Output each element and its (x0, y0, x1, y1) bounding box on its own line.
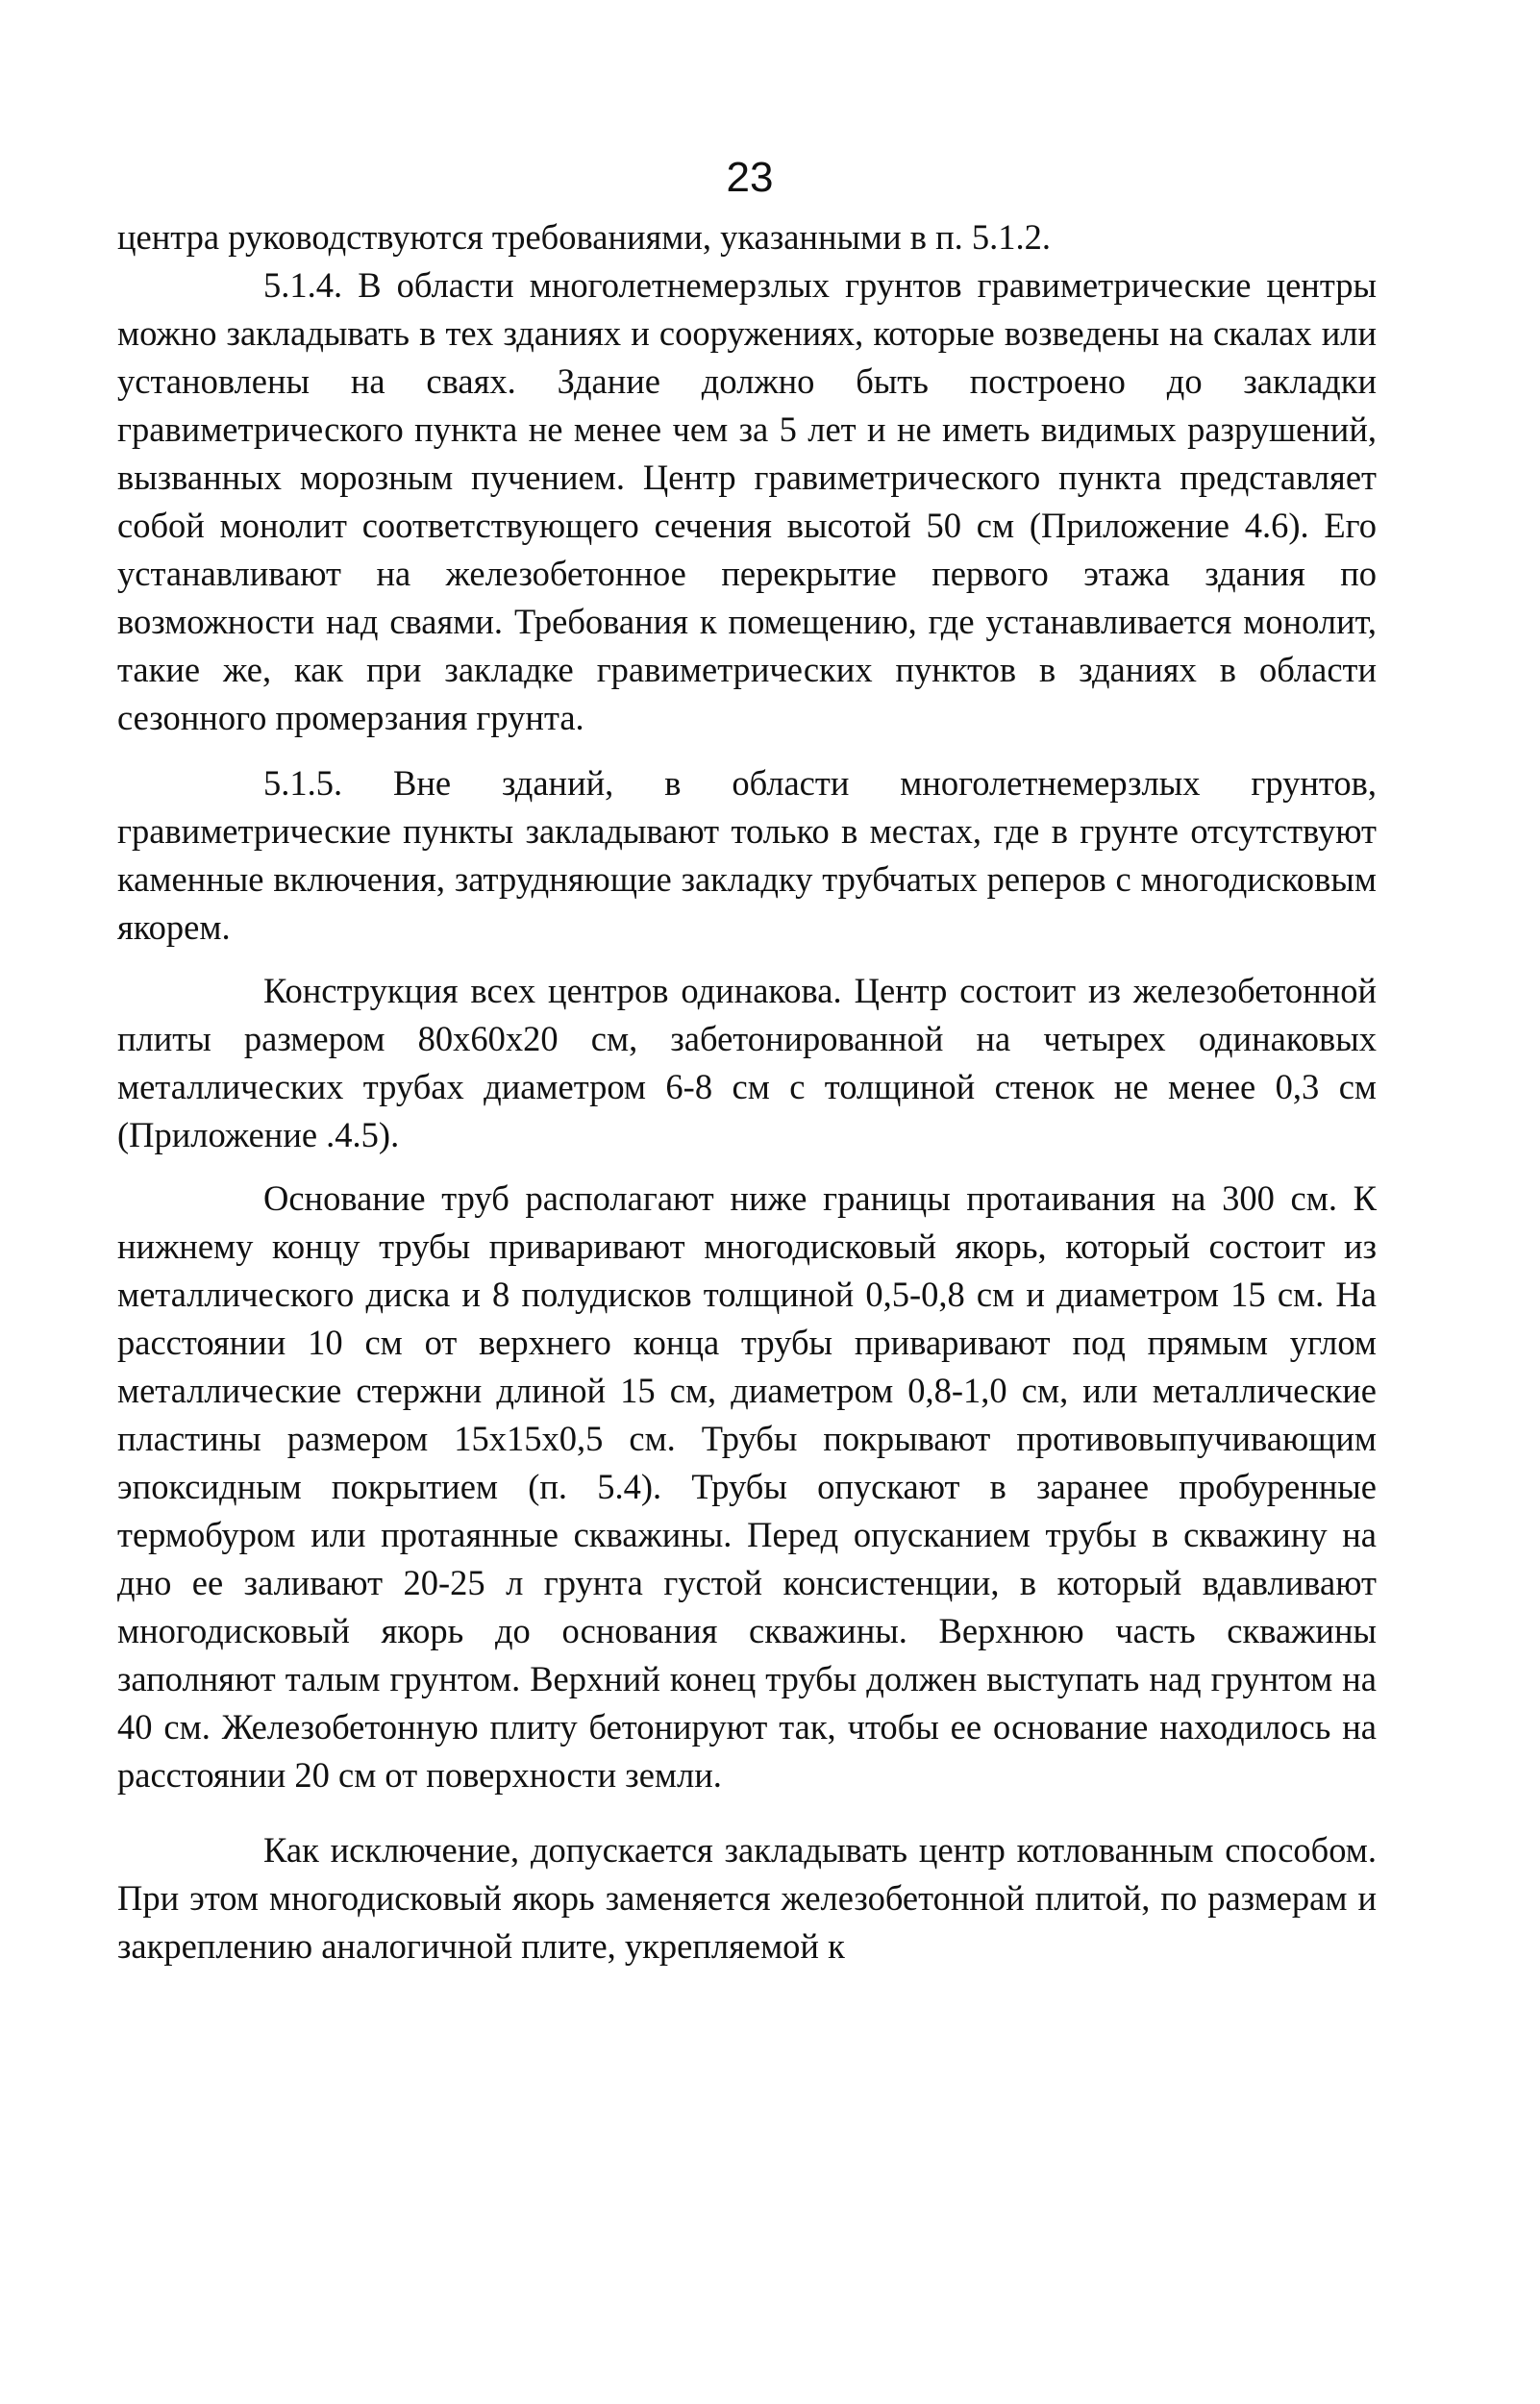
paragraph-5-1-4: 5.1.4. В области многолетнемерзлых грунтов гравиметрические центры можно закладывать в тех зданиях и сооружениях, которые возведены на скалах или установлены на сваях. Здание должно быть построено до закладки гравиметрического пункта не менее чем за 5 лет и не иметь видимых разрушений, вызванных морозным пучением. Центр гравиметрического пункта представляет собой монолит соответствующего сечения высотой 50 см (Приложение 4.6). Его устанавливают на железобетонное перекрытие первого этажа здания по возможности над сваями. Требования к помещению, где устанавливается монолит, такие же, как при закладке гравиметрических пунктов в зданиях в области сезонного промерзания грунта. (117, 265, 1377, 737)
paragraph-exception: Как исключение, допускается закладывать центр котлованным способом. При этом многодисковый якорь заменяется железобетонной плитой, по размерам и закреплению аналогичной плите, укрепляемой к (117, 1830, 1377, 1966)
paragraph-construction: Конструкция всех центров одинакова. Центр состоит из железобетонной плиты размером 80x60x20 см, забетонированной на четырех одинаковых металлических трубах диаметром 6-8 см с толщиной стенок не менее 0,3 см (Приложение .4.5). (117, 971, 1377, 1154)
page-number: 23 (726, 154, 774, 201)
body-text (117, 213, 1377, 1970)
paragraph-pipe-base: Основание труб располагают ниже границы протаивания на 300 см. К нижнему концу трубы приваривают многодисковый якорь, который состоит из металлического диска и 8 полудисков толщиной 0,5-0,8 см и диаметром 15 см. На расстоянии 10 см от верхнего конца трубы приваривают под прямым углом металлические стержни длиной 15 см, диаметром 0,8-1,0 см, или металлические пластины размером 15x15x0,5 см. Трубы покрывают противовыпучивающим эпоксидным покрытием (п. 5.4). Трубы опускают в заранее пробуренные термобуром или протаянные скважины. Перед опусканием трубы в скважину на дно ее заливают 20-25 л грунта густой консистенции, в который вдавливают многодисковый якорь до основания скважины. Верхнюю часть скважины заполняют талым грунтом. Верхний конец трубы должен выступать над грунтом на 40 см. Железобетонную плиту бетонируют так, чтобы ее основание находилось на расстоянии 20 см от поверхности земли. (117, 1178, 1377, 1795)
paragraph-continuation: центра руководствуются требованиями, указанными в п. 5.1.2. (117, 217, 1052, 257)
paragraph-5-1-5: 5.1.5. Вне зданий, в области многолетнемерзлых грунтов, гравиметрические пункты закладывают только в местах, где в грунте отсутствуют каменные включения, затрудняющие закладку трубчатых реперов с многодисковым якорем. (117, 763, 1377, 947)
